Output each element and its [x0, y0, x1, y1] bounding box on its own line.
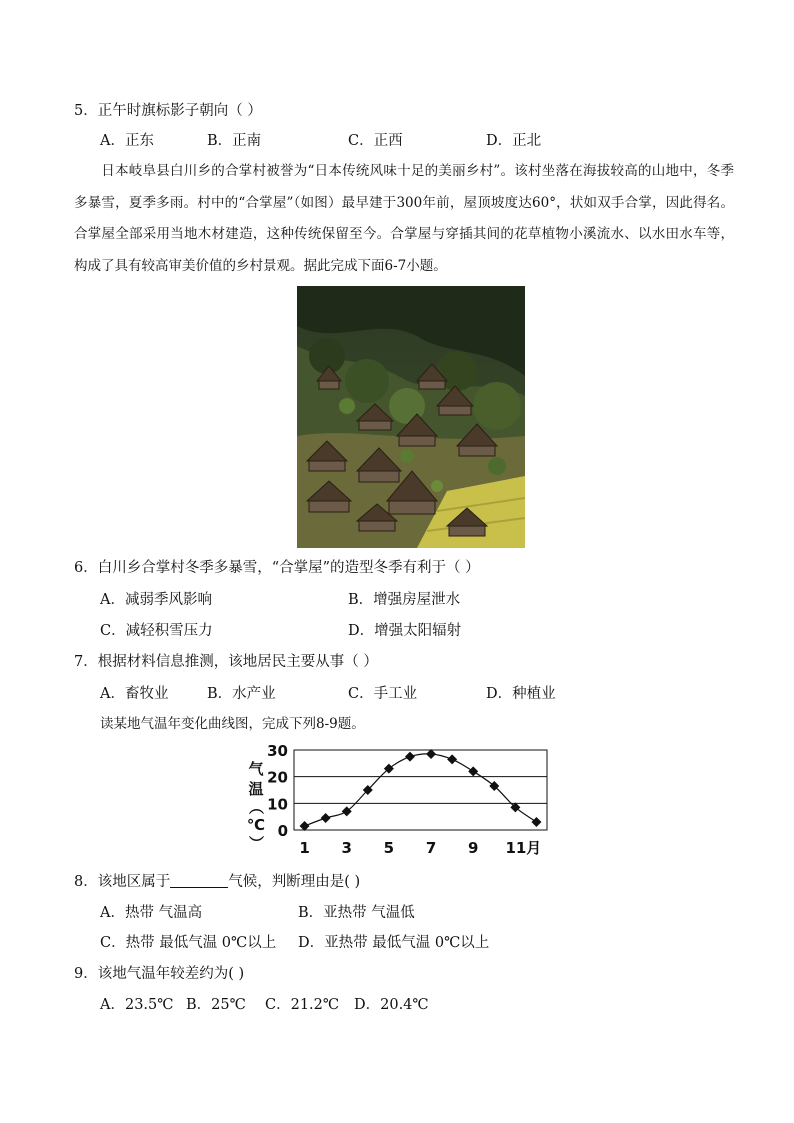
- q8-option-b: B．亚热带 气温低: [298, 905, 415, 921]
- x-tick-label: 5: [383, 839, 395, 857]
- chart-frame: [294, 750, 547, 830]
- q8-stem-before: 8．该地区属于: [74, 874, 171, 890]
- q8-stem-after: 气候，判断理由是( ): [228, 874, 361, 890]
- q5-option-d: D．正北: [486, 133, 542, 149]
- q8-answer-blank: [170, 873, 228, 888]
- temperature-chart: [236, 742, 566, 864]
- y-axis-label-char: （: [247, 799, 265, 815]
- temperature-point: [405, 752, 415, 762]
- q5-option-a: A．正东: [100, 133, 154, 149]
- y-tick-label: 20: [267, 768, 288, 787]
- y-axis-label-char: ℃: [246, 816, 266, 834]
- q7-option-d: D．种植业: [486, 686, 556, 702]
- temperature-point: [531, 817, 541, 827]
- q9-stem: 9．该地气温年较差约为( ): [74, 966, 245, 982]
- temperature-point: [447, 754, 457, 764]
- q6-option-b: B．增强房屋泄水: [348, 592, 461, 608]
- q6-option-c: C．减轻积雪压力: [100, 623, 213, 639]
- temperature-point: [468, 766, 478, 776]
- q6-option-a: A．减弱季风影响: [100, 592, 212, 608]
- y-tick-label: 30: [267, 742, 288, 760]
- x-tick-label: 11月: [505, 839, 542, 857]
- q6-option-d: D．增强太阳辐射: [348, 623, 462, 639]
- passage-6-7-text: 日本岐阜县白川乡的合掌村被誉为“日本传统风味十足的美丽乡村”。该村坐落在海拔较高的山地中，冬季多暴雪，夏季多雨。村中的“合掌屋”（如图）最早建于300年前，屋顶坡度达60°，状如双手合掌，因此得名。合掌屋全部采用当地木材建造，这种传统保留至今。合掌屋与穿插其间的花草植物小溪流水、以水田水车等，构成了具有较高审美价值的乡村景观。据此完成下面6-7小题。: [74, 163, 734, 274]
- temperature-chart-svg: [236, 742, 566, 864]
- y-tick-label: 0: [277, 822, 288, 840]
- y-axis-label-char: ）: [247, 835, 265, 851]
- q9-option-c: C．21.2℃: [265, 997, 340, 1013]
- q7-stem: 7．根据材料信息推测，该地居民主要从事（ ）: [74, 654, 378, 670]
- temperature-point: [321, 813, 331, 823]
- gassho-village-photo: [297, 286, 525, 548]
- q8-option-a: A．热带 气温高: [100, 905, 203, 921]
- y-axis-label-char: 气: [248, 760, 264, 778]
- x-tick-label: 1: [299, 839, 310, 857]
- y-tick-label: 10: [267, 795, 288, 814]
- q8-option-c: C．热带 最低气温 0℃以上: [100, 935, 277, 951]
- y-axis-label-char: 温: [248, 780, 264, 798]
- x-tick-label: 3: [341, 839, 352, 857]
- passage-8-9: 读某地气温年变化曲线图，完成下列8-9题。: [100, 716, 365, 732]
- q9-option-b: B．25℃: [186, 997, 246, 1013]
- q7-option-b: B．水产业: [207, 686, 276, 702]
- q5-option-c: C．正西: [348, 133, 403, 149]
- x-tick-label: 9: [467, 839, 479, 857]
- q7-option-a: A．畜牧业: [100, 686, 169, 702]
- q7-option-c: C．手工业: [348, 686, 418, 702]
- q9-option-a: A．23.5℃: [100, 997, 174, 1013]
- q5-option-b: B．正南: [207, 133, 262, 149]
- x-tick-label: 7: [425, 839, 437, 857]
- q5-stem: 5．正午时旗标影子朝向（ ）: [74, 103, 262, 119]
- q8-option-d: D．亚热带 最低气温 0℃以上: [298, 935, 490, 951]
- q6-stem: 6．白川乡合掌村冬季多暴雪，“合掌屋”的造型冬季有利于（ ）: [74, 560, 480, 576]
- passage-6-7: [74, 156, 734, 282]
- q8-stem: [74, 872, 360, 892]
- q9-option-d: D．20.4℃: [354, 997, 429, 1013]
- temperature-line: [305, 754, 537, 826]
